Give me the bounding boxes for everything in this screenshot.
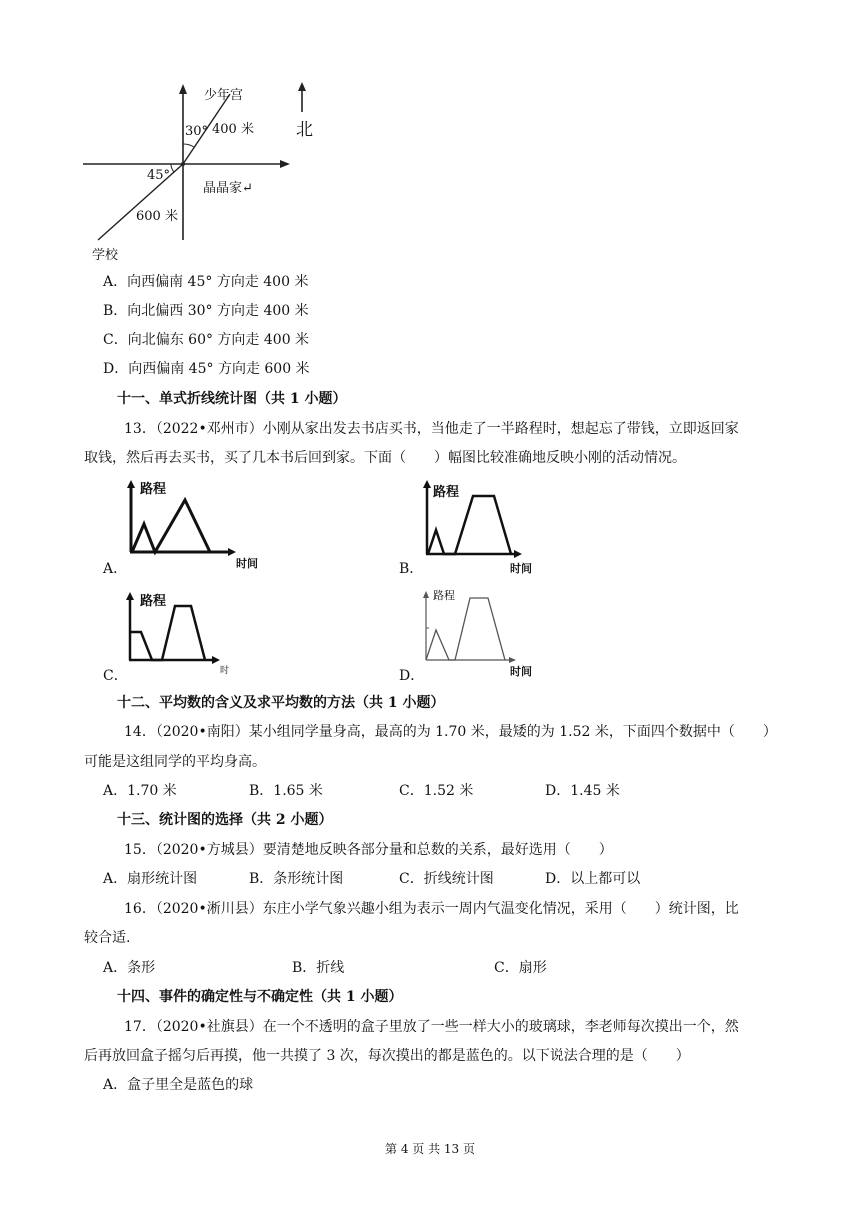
- q16-option-a: A．条形: [103, 960, 156, 976]
- angle-45-label: 45°: [147, 168, 171, 183]
- q14-option-b: B．1.65 米: [249, 783, 323, 799]
- page-footer: 第 4 页 共 13 页: [385, 1142, 475, 1156]
- school-label: 学校: [92, 248, 119, 263]
- north-label: 北: [296, 120, 313, 140]
- q14-option-a: A．1.70 米: [103, 783, 177, 799]
- q17-line-2: 后再放回盒子摇匀后再摸，他一共摸了 3 次，每次摸出的都是蓝色的。以下说法合理的是（ ）: [84, 1048, 690, 1064]
- q12-option-c: C．向北偏东 60° 方向走 400 米: [103, 332, 310, 348]
- graph-a-ylabel: 路程: [140, 482, 167, 497]
- section-12-heading: 十二、平均数的含义及求平均数的方法（共 1 小题）: [117, 695, 445, 711]
- q12-option-d: D．向西偏南 45° 方向走 600 米: [103, 361, 310, 377]
- q12-option-a: A．向西偏南 45° 方向走 400 米: [103, 274, 309, 290]
- graph-c-xlabel: 时: [220, 666, 239, 676]
- distance-400-label: 400 米: [212, 122, 254, 137]
- q16-line-1: 16．（2020•淅川县）东庄小学气象兴趣小组为表示一周内气温变化情况，采用（ ）统计图，比: [124, 901, 739, 917]
- distance-600-label: 600 米: [136, 209, 178, 224]
- graph-d-xlabel: 时间: [510, 665, 532, 678]
- q16-line-2: 较合适.: [84, 930, 131, 946]
- q14-line-1: 14．（2020•南阳）某小组同学量身高，最高的为 1.70 米，最矮的为 1.52 米，下面四个数据中（ ）: [124, 724, 777, 740]
- q16-option-c: C．扇形: [494, 960, 547, 976]
- direction-figure: [80, 80, 320, 265]
- q13-option-b: B．: [399, 561, 424, 577]
- q12-options: [103, 272, 503, 382]
- graph-c-ylabel: 路程: [140, 594, 167, 609]
- q15-option-b: B．条形统计图: [249, 871, 344, 887]
- q15-option-d: D．以上都可以: [545, 871, 641, 887]
- q14-option-d: D．1.45 米: [545, 783, 620, 799]
- q14-line-2: 可能是这组同学的平均身高。: [84, 754, 266, 770]
- q15-line-1: 15．（2020•方城县）要清楚地反映各部分量和总数的关系，最好选用（ ）: [124, 842, 613, 858]
- q13-option-d: D．: [399, 668, 425, 684]
- section-14-heading: 十四、事件的确定性与不确定性（共 1 小题）: [117, 989, 403, 1005]
- q17-option-a: A．盒子里全是蓝色的球: [103, 1077, 254, 1093]
- home-label: 晶晶家↵: [203, 181, 253, 196]
- q15-option-c: C．折线统计图: [399, 871, 494, 887]
- q13-line-1: 13．（2022•邓州市）小刚从家出发去书店买书，当他走了一半路程时，想起忘了带钱，立即返回家: [124, 421, 739, 437]
- section-11-heading: 十一、单式折线统计图（共 1 小题）: [117, 391, 347, 407]
- q12-option-b: B．向北偏西 30° 方向走 400 米: [103, 303, 309, 319]
- section-13-heading: 十三、统计图的选择（共 2 小题）: [117, 812, 333, 828]
- q14-option-c: C．1.52 米: [399, 783, 474, 799]
- graph-b-ylabel: 路程: [433, 485, 460, 500]
- q13-option-a: A．: [103, 561, 128, 577]
- q13-option-c: C．: [103, 668, 128, 684]
- graph-a-xlabel: 时间: [236, 557, 258, 570]
- graph-d-ylabel: 路程: [433, 589, 455, 602]
- graph-b-xlabel: 时间: [510, 562, 532, 575]
- q17-line-1: 17．（2020•社旗县）在一个不透明的盒子里放了一些一样大小的玻璃球，李老师每次摸出一个，然: [124, 1019, 739, 1035]
- angle-30-label: 30°: [185, 124, 209, 139]
- q15-option-a: A．扇形统计图: [103, 871, 198, 887]
- q16-option-b: B．折线: [292, 960, 345, 976]
- q13-line-2: 取钱，然后再去买书，买了几本书后回到家。下面（ ）幅图比较准确地反映小刚的活动情况。: [84, 450, 686, 466]
- palace-label: 少年宫: [204, 88, 244, 103]
